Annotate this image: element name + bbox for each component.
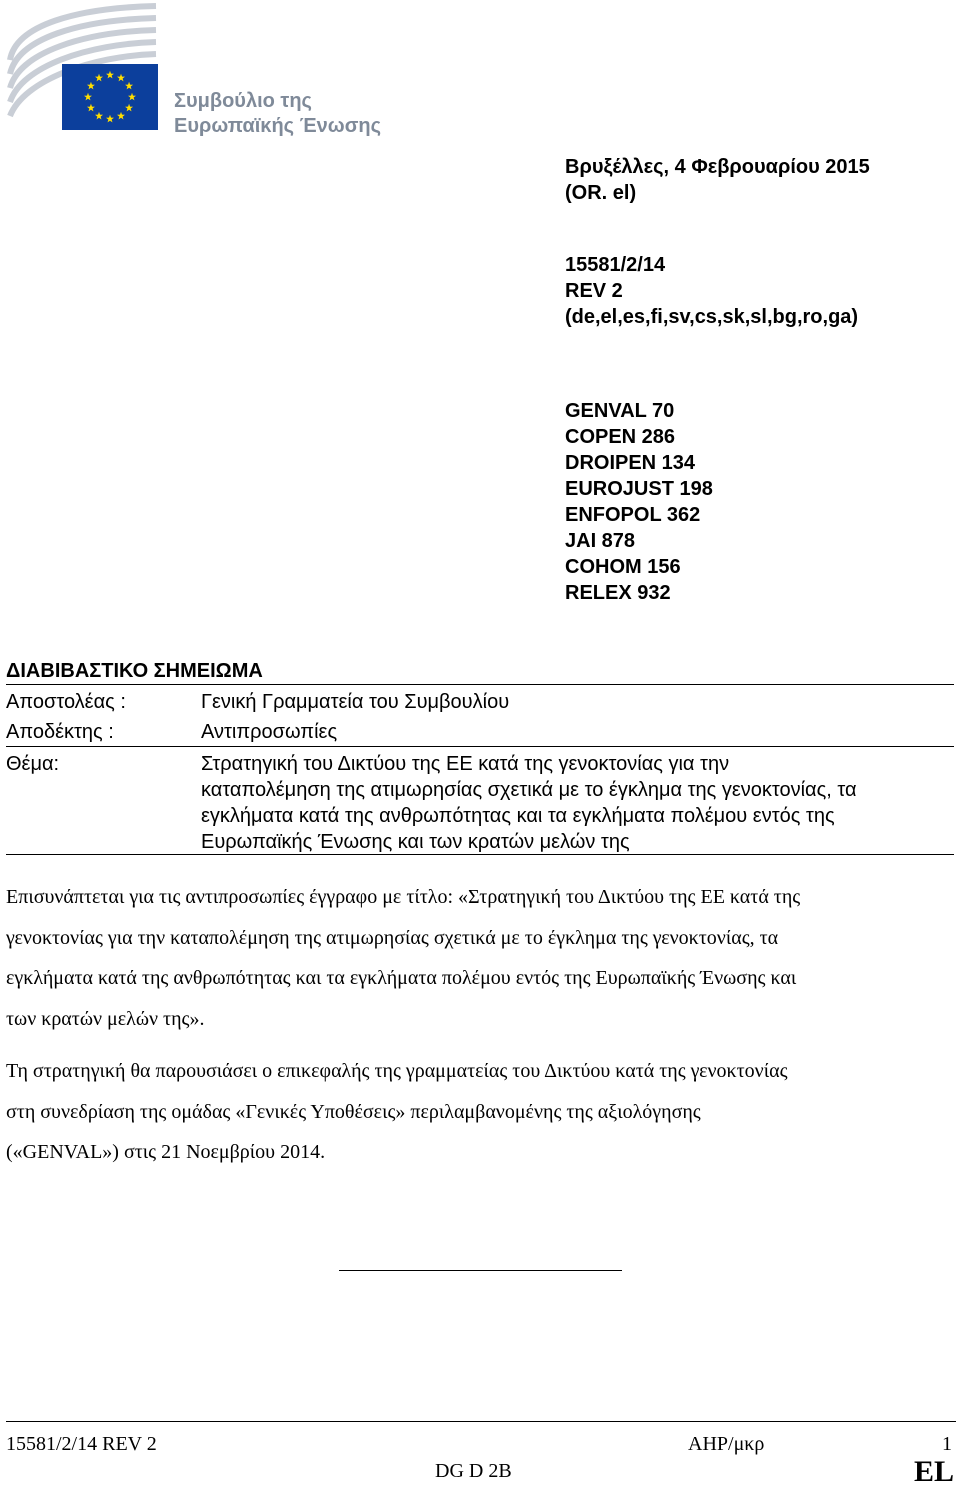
document-reference — [565, 252, 858, 330]
organization-name-line1: Συμβούλιο της — [174, 90, 312, 112]
subject-line: καταπολέμηση της ατιμωρησίας σχετικά με το έγκλημα της γενοκτονίας, τα — [201, 779, 857, 801]
code-item: RELEX 932 — [565, 582, 671, 604]
footer-page-number: 1 — [942, 1433, 952, 1455]
table-top-rule — [6, 684, 954, 685]
recipient-label: Αποδέκτης : — [6, 721, 114, 743]
table-mid-rule — [6, 746, 954, 747]
doc-revision: REV 2 — [565, 280, 623, 302]
organization-name — [174, 89, 381, 139]
organization-name-line2: Ευρωπαϊκής Ένωσης — [174, 115, 382, 137]
original-language: (OR. el) — [565, 182, 637, 204]
date-block — [565, 154, 870, 206]
subject-line: Ευρωπαϊκής Ένωσης και των κρατών μελών της — [201, 831, 630, 853]
end-separator — [339, 1270, 622, 1271]
recipient-value: Αντιπροσωπίες — [201, 721, 338, 743]
paragraph-line: Επισυνάπτεται για τις αντιπροσωπίες έγγραφο με τίτλο: «Στρατηγική του Δικτύου της ΕΕ κατά της — [6, 886, 801, 908]
classification-codes — [565, 398, 713, 606]
footer-initials: AHP/μκρ — [688, 1433, 765, 1455]
paragraph-line: γενοκτονίας για την καταπολέμηση της ατιμωρησίας σχετικά με το έγκλημα της γενοκτονίας, τα — [6, 926, 779, 949]
body-paragraph-1 — [6, 877, 956, 1039]
code-item: JAI 878 — [565, 530, 636, 552]
paragraph-line: των κρατών μελών της». — [6, 1007, 205, 1030]
paragraph-line: στη συνεδρίαση της ομάδας «Γενικές Υποθέσεις» περιλαμβανομένης της αξιολόγησης — [6, 1100, 701, 1123]
footer-doc-ref: 15581/2/14 REV 2 — [6, 1433, 157, 1455]
table-bottom-rule — [6, 854, 954, 855]
body-paragraph-2 — [6, 1051, 956, 1173]
sender-label: Αποστολέας : — [6, 691, 126, 713]
sender-value: Γενική Γραμματεία του Συμβουλίου — [201, 691, 510, 713]
code-item: ENFOPOL 362 — [565, 504, 701, 526]
code-item: COPEN 286 — [565, 426, 676, 448]
doc-languages: (de,el,es,fi,sv,cs,sk,sl,bg,ro,ga) — [565, 306, 859, 328]
paragraph-line: εγκλήματα κατά της ανθρωπότητας και τα εγκλήματα πολέμου εντός της Ευρωπαϊκής Ένωσης και — [6, 967, 797, 989]
code-item: EUROJUST 198 — [565, 478, 713, 500]
footer-rule — [6, 1421, 956, 1422]
council-logo — [6, 0, 426, 140]
code-item: GENVAL 70 — [565, 400, 675, 422]
footer-language: EL — [913, 1455, 954, 1488]
doc-number: 15581/2/14 — [565, 254, 666, 276]
paragraph-line: («GENVAL») στις 21 Νοεμβρίου 2014. — [6, 1141, 326, 1163]
paragraph-line: Τη στρατηγική θα παρουσιάσει ο επικεφαλής της γραμματείας του Δικτύου κατά της γενοκτονίας — [6, 1060, 788, 1082]
footer-dg: DG D 2B — [435, 1460, 512, 1482]
subject-label: Θέμα: — [6, 753, 60, 775]
subject-line: εγκλήματα κατά της ανθρωπότητας και τα εγκλήματα πολέμου εντός της — [201, 805, 835, 827]
place-date: Βρυξέλλες, 4 Φεβρουαρίου 2015 — [565, 156, 870, 178]
memo-title: ΔΙΑΒΙΒΑΣΤΙΚΟ ΣΗΜΕΙΩΜΑ — [6, 660, 263, 682]
subject-line: Στρατηγική του Δικτύου της ΕΕ κατά της γενοκτονίας για την — [201, 753, 730, 775]
code-item: DROIPEN 134 — [565, 452, 696, 474]
subject-value — [201, 751, 951, 855]
code-item: COHOM 156 — [565, 556, 681, 578]
